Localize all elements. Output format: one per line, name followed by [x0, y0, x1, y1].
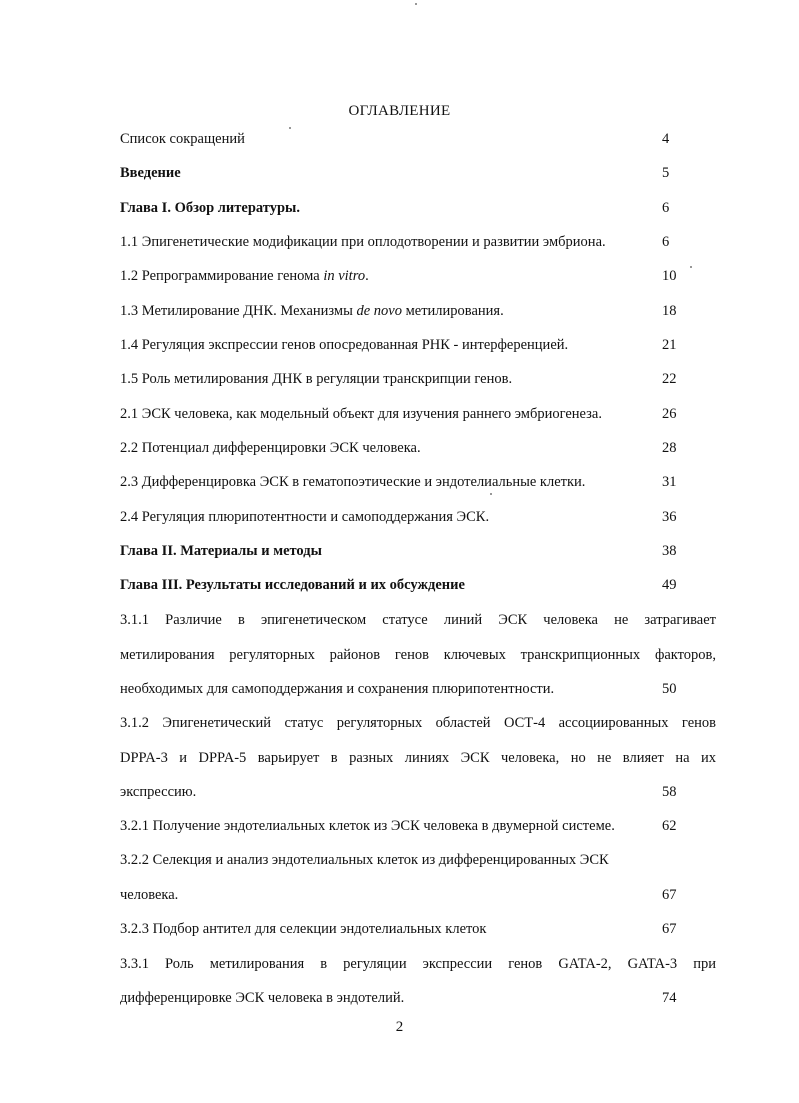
toc-entry-page: 5 — [662, 165, 670, 181]
toc-entry-title: 1.4 Регуляция экспрессии генов опосредованная РНК - интерференцией. — [120, 337, 569, 353]
toc-entry — [120, 988, 716, 1008]
toc-entry-title: необходимых для самоподдержания и сохранения плюрипотентности. — [120, 681, 555, 697]
toc-entry-title: дифференцировке ЭСК человека в эндотелий. — [120, 990, 405, 1006]
toc-entry-page: 31 — [662, 474, 677, 490]
toc-entry-title: 3.2.3 Подбор антител для селекции эндотелиальных клеток — [120, 921, 487, 937]
toc-entry-title: 1.5 Роль метилирования ДНК в регуляции транскрипции генов. — [120, 371, 513, 387]
toc-entry — [120, 163, 716, 183]
toc-entry-page: 58 — [662, 784, 677, 800]
toc-entry-page: 6 — [662, 200, 670, 216]
toc-entry-page: 22 — [662, 371, 677, 387]
toc-entry-page: 67 — [662, 921, 677, 937]
toc-entry-line: 3.1.1 Различие в эпигенетическом статусе линий ЭСК человека не затрагивает — [120, 612, 716, 628]
scan-speck — [289, 127, 291, 129]
toc-entry-page: 49 — [662, 577, 677, 593]
toc-entry-page: 67 — [662, 887, 677, 903]
toc-entry — [120, 232, 716, 252]
toc-entry — [120, 816, 716, 836]
toc-entry-page: 18 — [662, 303, 677, 319]
toc-entry-page: 38 — [662, 543, 677, 559]
toc-entry — [120, 507, 716, 527]
toc-entry — [120, 129, 716, 149]
toc-entry-page: 26 — [662, 406, 677, 422]
toc-entry — [120, 919, 716, 939]
toc-entry-line: DPPA-3 и DPPA-5 варьирует в разных линиях ЭСК человека, но не влияет на их — [120, 750, 716, 766]
toc-entry-title: Глава III. Результаты исследований и их обсуждение — [120, 577, 465, 593]
toc-entry-title: экспрессию. — [120, 784, 197, 800]
toc-entry-title: Список сокращений — [120, 131, 245, 147]
toc-entry-title: человека. — [120, 887, 179, 903]
toc-entry-title: 3.2.2 Селекция и анализ эндотелиальных клеток из дифференцированных ЭСК — [120, 852, 609, 868]
toc-entry — [120, 438, 716, 458]
page-number: 2 — [395, 1019, 404, 1035]
toc-entry-title: Глава I. Обзор литературы. — [120, 200, 300, 216]
toc-entry-page: 74 — [662, 990, 677, 1006]
toc-entry-title: 2.1 ЭСК человека, как модельный объект для изучения раннего эмбриогенеза. — [120, 406, 602, 422]
toc-entry-title: 3.2.1 Получение эндотелиальных клеток из ЭСК человека в двумерной системе. — [120, 818, 615, 834]
toc-entry-page: 4 — [662, 131, 670, 147]
toc-entry-title: 2.4 Регуляция плюрипотентности и самоподдержания ЭСК. — [120, 509, 490, 525]
toc-entry — [120, 404, 716, 424]
toc-entry — [120, 266, 716, 286]
toc-entry-title: 1.3 Метилирование ДНК. Механизмы de novo метилирования. — [120, 303, 504, 319]
toc-entry-title: 1.2 Репрограммирование генома in vitro. — [120, 268, 369, 284]
toc-entry-page: 10 — [662, 268, 677, 284]
toc-entry-line — [120, 850, 716, 870]
toc-heading: ОГЛАВЛЕНИЕ — [348, 103, 451, 119]
scan-speck — [415, 3, 417, 5]
toc-entry-title: 2.2 Потенциал дифференцировки ЭСК человека. — [120, 440, 421, 456]
toc-entry — [120, 369, 716, 389]
toc-entry-title: 1.1 Эпигенетические модификации при оплодотворении и развитии эмбриона. — [120, 234, 606, 250]
toc-entry-page: 6 — [662, 234, 670, 250]
toc-entry — [120, 472, 716, 492]
toc-entry-page: 21 — [662, 337, 677, 353]
scan-speck — [690, 266, 692, 268]
scan-speck — [490, 493, 492, 495]
toc-entry-page: 28 — [662, 440, 677, 456]
toc-entry-title: Введение — [120, 165, 181, 181]
toc-entry — [120, 575, 716, 595]
toc-entry — [120, 782, 716, 802]
toc-entry — [120, 885, 716, 905]
toc-entry — [120, 198, 716, 218]
toc-entry-page: 62 — [662, 818, 677, 834]
toc-entry-page: 36 — [662, 509, 677, 525]
toc-entry — [120, 301, 716, 321]
toc-entry-title: 2.3 Дифференцировка ЭСК в гематопоэтические и эндотелиальные клетки. — [120, 474, 586, 490]
toc-entry-page: 50 — [662, 681, 677, 697]
toc-entry — [120, 679, 716, 699]
toc-entry — [120, 335, 716, 355]
toc-entry — [120, 541, 716, 561]
toc-entry-line: 3.1.2 Эпигенетический статус регуляторных областей ОСТ-4 ассоциированных генов — [120, 715, 716, 731]
toc-entry-line: метилирования регуляторных районов генов ключевых транскрипционных факторов, — [120, 647, 716, 663]
toc-entry-line: 3.3.1 Роль метилирования в регуляции экспрессии генов GATA-2, GATA-3 при — [120, 956, 716, 972]
toc-entry-title: Глава II. Материалы и методы — [120, 543, 322, 559]
